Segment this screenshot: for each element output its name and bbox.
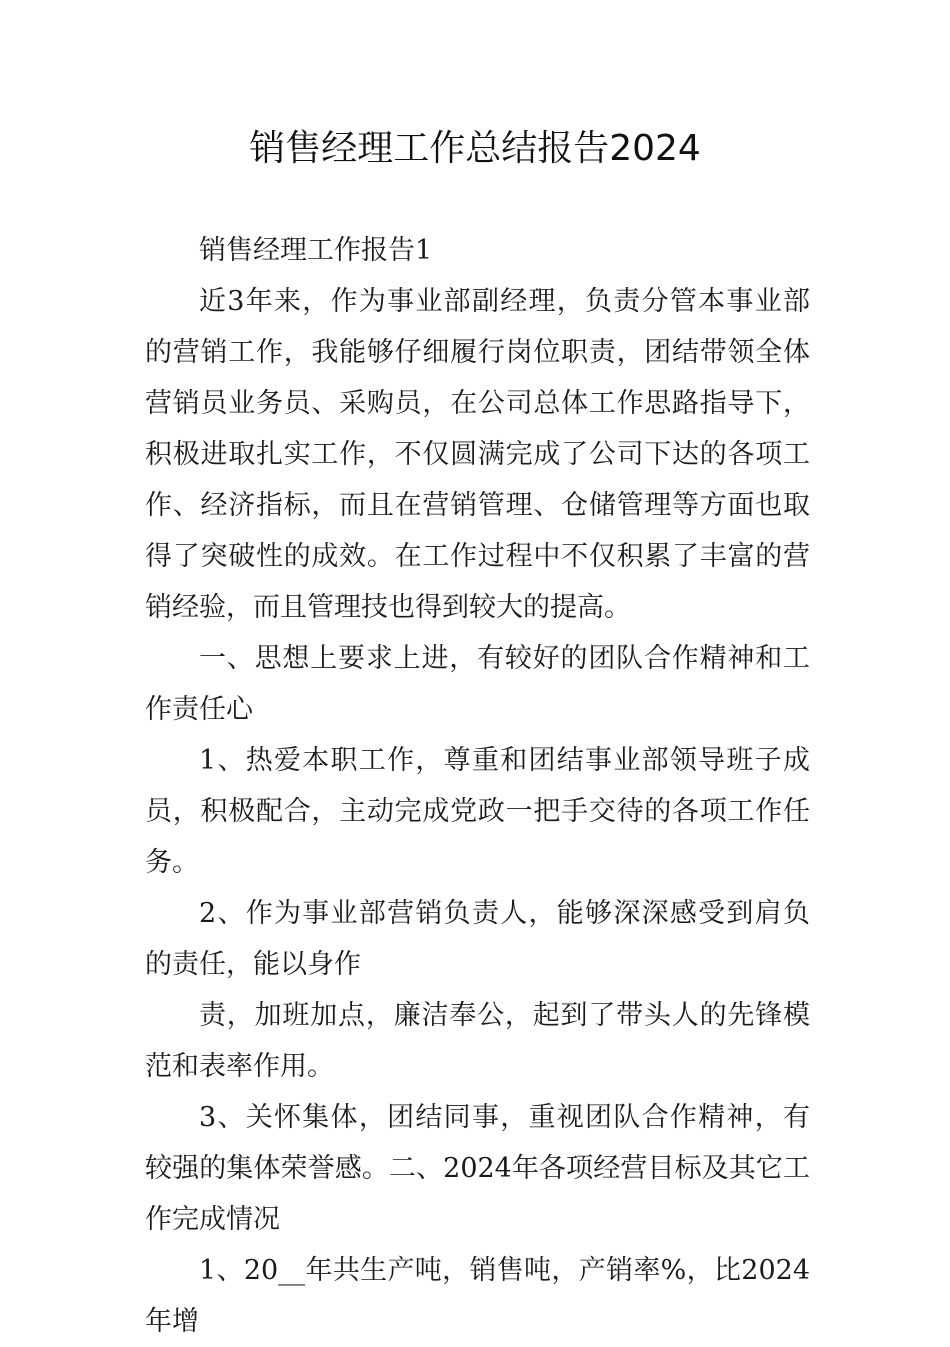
paragraph-item-1: 1、热爱本职工作，尊重和团结事业部领导班子成员，积极配合，主动完成党政一把手交待的各项工作任务。 [145,745,810,878]
paragraph-section-one-heading: 一、思想上要求上进，有较好的团队合作精神和工作责任心 [145,643,810,725]
paragraph-report-heading: 销售经理工作报告1 [199,235,433,266]
paragraph-production-stats: 1、20__年共生产吨，销售吨，产销率%，比2024年增 [145,1255,810,1337]
paragraph-item-3: 3、关怀集体，团结同事，重视团队合作精神，有较强的集体荣誉感。二、2024年各项经营目标及其它工作完成情况 [145,1102,810,1235]
paragraph-item-2-continued: 责，加班加点，廉洁奉公，起到了带头人的先锋模范和表率作用。 [145,1000,810,1082]
document-body [145,225,810,1347]
paragraph-intro: 近3年来，作为事业部副经理，负责分管本事业部的营销工作，我能够仔细履行岗位职责，团结带领全体营销员业务员、采购员，在公司总体工作思路指导下，积极进取扎实工作，不仅圆满完成了公司下达的各项工作、经济指标，而且在营销管理、仓储管理等方面也取得了突破性的成效。在工作过程中不仅积累了丰富的营销经验，而且管理技也得到较大的提高。 [145,286,810,623]
paragraph-item-2: 2、作为事业部营销负责人，能够深深感受到肩负的责任，能以身作 [145,898,810,980]
document-title: 销售经理工作总结报告2024 [249,128,701,169]
